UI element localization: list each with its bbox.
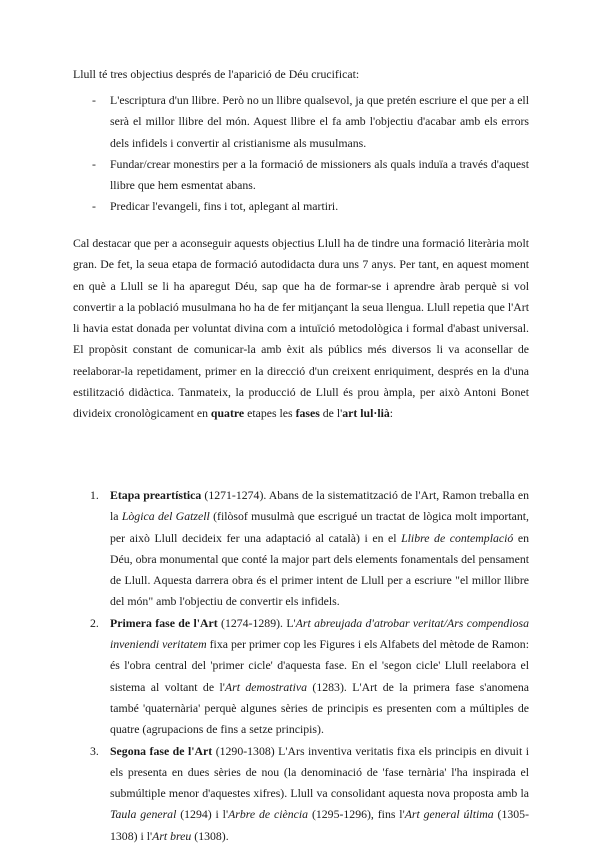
stage-italic: Art demostrativa [224,679,307,694]
stage-text: (1294) i l' [176,807,229,822]
bullet-marker: - [92,93,96,107]
bullet-text: Predicar l'evangeli, fins i tot, aplegant al martiri. [110,199,339,214]
stages-list [73,485,529,847]
stage-text: (1295-1296), fins l' [308,807,405,822]
list-item [73,154,529,197]
stage-item [73,741,529,847]
stage-text: (1290-1308) L'Ars inventiva veritatis fixa els principis en divuit i els presenta en dues sèries de nou (la denominació de 'fase ternària' l'ha inspirada el submúltiple menor d'aquestes xifres). Llull va consolidant aquesta nova proposta amb la [110,743,530,801]
stage-italic: Arbre de ciència [228,807,309,822]
stage-text: (filòsof musulmà que escrigué un tractat de lògica molt important, per això Llull decideix fer una adaptació al català) i en el [110,509,529,545]
para-text: de l' [319,406,343,421]
list-item [73,90,529,154]
para-bold-quatre: quatre [210,406,245,421]
intro-line: Llull té tres objectius després de l'aparició de Déu crucificat: [73,67,360,81]
body-paragraph [73,233,529,425]
stage-text: (1308). [191,828,229,843]
stage-text: (1274-1289). L' [217,615,296,630]
para-text: etapes les [244,406,296,421]
stage-title: Segona fase de l'Art [110,743,213,758]
stage-text: (1305-1308) i l' [110,807,529,843]
stage-text: fixa per primer cop les Figures i els Alfabets del mètode de Ramon: és l'obra central del 'primer cicle' d'aquesta fase. En el 'segon cicle' Llull reelabora el sistema al voltant de l' [110,637,529,694]
bullet-marker: - [92,156,96,171]
bullet-marker: - [92,199,96,214]
bullet-text: L'escriptura d'un llibre. Però no un llibre qualsevol, ja que pretén escriure el que per a ell serà el millor llibre del món. Aquest llibre el fa amb l'objectiu d'acabar amb els errors dels infidels i convertir al cristianisme als musulmans. [110,93,529,150]
stage-italic: Taula general [110,807,177,822]
stage-title: Primera fase de l'Art [110,615,218,630]
stage-italic: Art abreujada d'atrobar veritat/Ars compendiosa inveniendi veritatem [110,615,529,652]
stage-italic: Art breu [152,828,192,843]
stage-text: (1283). L'Art de la primera fase s'anomena també 'quaternària' perquè algunes sèries de principis es presenten com a múltiples de quatre (agrupacions de fins a setze principis). [110,679,530,737]
stage-number: 1. [90,488,99,502]
stage-text: en Déu, obra monumental que conté la major part dels elements fonamentals del pensament de Llull. Aquesta darrera obra és el primer intent de Llull per a escriure "el millor llibre del món" amb l'objectiu de convertir els infidels. [110,530,529,609]
stage-item [73,485,529,613]
para-text: : [389,406,394,421]
para-text: Cal destacar que per a aconseguir aquests objectius Llull ha de tindre una formació literària molt gran. De fet, la seua etapa de formació autodidacta dura uns 7 anys. Per tant, en aquest moment en què a Llull se li ha aparegut Déu, sap que ha de formar-se i aprendre àrab perquè si vol convertir a la població musulmana ho ha de fer mitjançant la seua llengua. Llull repetia que l'Art li havia estat donada per voluntat divina com a intuïció metodològica i formal d'abast universal. El propòsit constant de comunicar-la amb èxit als públics més diversos li va aconsellar de reelaborar-la repetidament, primer en la direcció d'un creixent enriquiment, després en la d'una estilització didàctica. Tanmateix, la producció de Llull és prou àmpla, per això Antoni Bonet divideix cronològicament en [73,236,529,421]
para-bold-fases: fases [295,406,320,421]
stage-title: Etapa preartística [110,488,202,502]
stage-text: (1271-1274). Abans de la sistematització de l'Art, Ramon treballa en la [110,488,529,524]
stage-italic: Llibre de contemplació [401,530,514,545]
list-item [73,196,529,217]
stage-number: 2. [90,615,99,630]
stage-number: 3. [90,743,99,758]
stage-item [73,613,529,741]
objectives-list [73,90,529,218]
stage-italic: Lògica del Gatzell [121,509,210,524]
stage-italic: Art general última [404,807,494,822]
para-bold-art: art lul·lià [342,406,390,421]
bullet-text: Fundar/crear monestirs per a la formació de missioners als quals induïa a través d'aquest llibre que hem esmentat abans. [110,156,529,193]
